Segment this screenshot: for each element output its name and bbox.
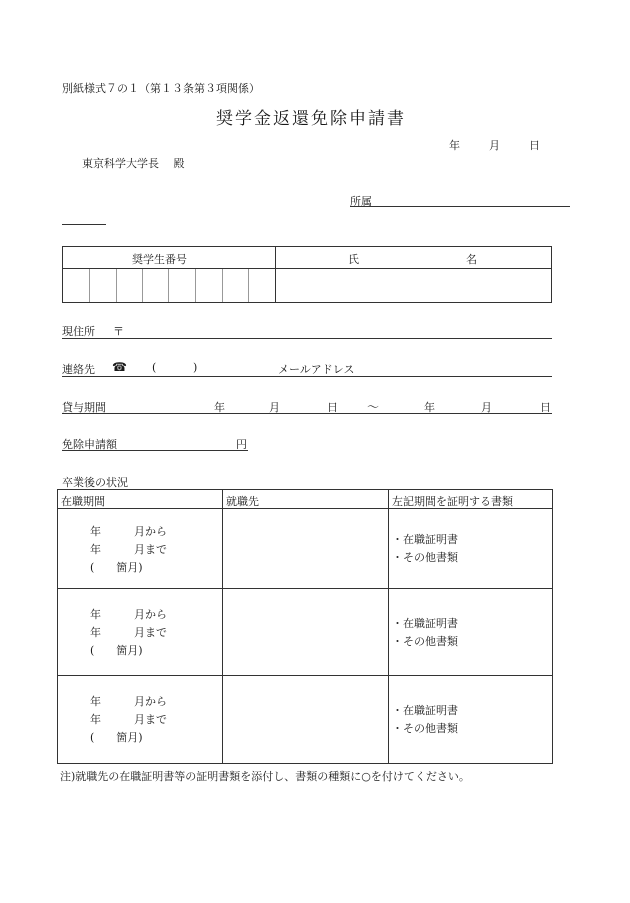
table-row bbox=[90, 693, 167, 747]
employer-field[interactable] bbox=[223, 509, 388, 588]
page-title: 奨学金返還免除申請書 bbox=[216, 109, 406, 129]
short-rule bbox=[62, 224, 106, 225]
employer-field[interactable] bbox=[223, 589, 388, 675]
loan-end-month: 月 bbox=[481, 401, 492, 414]
date-year-label: 年 bbox=[449, 139, 460, 152]
phone-paren-open: ( bbox=[152, 361, 157, 374]
loan-start-month: 月 bbox=[269, 401, 280, 414]
addressee: 東京科学大学長 殿 bbox=[82, 157, 185, 170]
contact-field[interactable] bbox=[62, 376, 552, 377]
student-number-field[interactable] bbox=[63, 269, 274, 302]
document-employment-cert[interactable]: ・在職証明書 bbox=[392, 704, 458, 717]
document-list bbox=[392, 615, 458, 651]
name-header-family: 氏 bbox=[348, 253, 359, 266]
amount-unit: 円 bbox=[236, 438, 247, 451]
employment-months[interactable]: ( 箇月) bbox=[90, 561, 143, 574]
employment-to[interactable]: 年 月まで bbox=[90, 543, 167, 556]
employment-months[interactable]: ( 箇月) bbox=[90, 731, 143, 744]
loan-end-year: 年 bbox=[424, 401, 435, 414]
contact-label: 連絡先 bbox=[62, 363, 95, 376]
footnote: 注)就職先の在職証明書等の証明書類を添付し、書類の種類に○を付けてください。 bbox=[60, 770, 470, 783]
email-label: メールアドレス bbox=[278, 363, 355, 376]
employment-from[interactable]: 年 月から bbox=[90, 525, 167, 538]
loan-period-tilde: ～ bbox=[367, 400, 380, 414]
employment-header-documents: 左記期間を証明する書類 bbox=[392, 495, 513, 508]
form-label: 別紙様式７の１（第１３条第３項関係） bbox=[62, 82, 260, 95]
employment-months[interactable]: ( 箇月) bbox=[90, 644, 143, 657]
loan-start-year: 年 bbox=[214, 401, 225, 414]
phone-paren-close: ) bbox=[193, 361, 198, 374]
document-list bbox=[392, 531, 458, 567]
document-other[interactable]: ・その他書類 bbox=[392, 551, 458, 564]
amount-label: 免除申請額 bbox=[62, 438, 117, 451]
affiliation-field[interactable] bbox=[350, 206, 570, 207]
employment-section-title: 卒業後の状況 bbox=[62, 476, 128, 489]
employment-from[interactable]: 年 月から bbox=[90, 695, 167, 708]
phone-icon: ☎ bbox=[112, 360, 127, 374]
loan-start-day: 日 bbox=[327, 401, 338, 414]
document-employment-cert[interactable]: ・在職証明書 bbox=[392, 533, 458, 546]
employment-from[interactable]: 年 月から bbox=[90, 608, 167, 621]
table-row bbox=[90, 523, 167, 577]
employment-header-period: 在職期間 bbox=[61, 495, 105, 508]
document-other[interactable]: ・その他書類 bbox=[392, 635, 458, 648]
employment-header-employer: 就職先 bbox=[226, 495, 259, 508]
name-header-given: 名 bbox=[466, 253, 477, 266]
amount-field[interactable] bbox=[62, 450, 248, 451]
date-month-label: 月 bbox=[489, 139, 500, 152]
employment-col-divider bbox=[388, 489, 389, 764]
document-list bbox=[392, 702, 458, 738]
student-number-header: 奨学生番号 bbox=[132, 253, 187, 266]
document-other[interactable]: ・その他書類 bbox=[392, 722, 458, 735]
address-label: 現住所 bbox=[62, 325, 95, 338]
postal-mark: 〒 bbox=[113, 325, 124, 338]
name-field[interactable] bbox=[276, 269, 551, 302]
table-row bbox=[90, 606, 167, 660]
loan-period-field[interactable] bbox=[62, 413, 552, 414]
employer-field[interactable] bbox=[223, 676, 388, 763]
loan-period-label: 貸与期間 bbox=[62, 401, 106, 414]
employment-to[interactable]: 年 月まで bbox=[90, 713, 167, 726]
document-employment-cert[interactable]: ・在職証明書 bbox=[392, 617, 458, 630]
date-day-label: 日 bbox=[529, 139, 540, 152]
loan-end-day: 日 bbox=[540, 401, 551, 414]
address-field[interactable] bbox=[62, 338, 552, 339]
affiliation-label: 所属 bbox=[350, 195, 372, 208]
employment-to[interactable]: 年 月まで bbox=[90, 626, 167, 639]
